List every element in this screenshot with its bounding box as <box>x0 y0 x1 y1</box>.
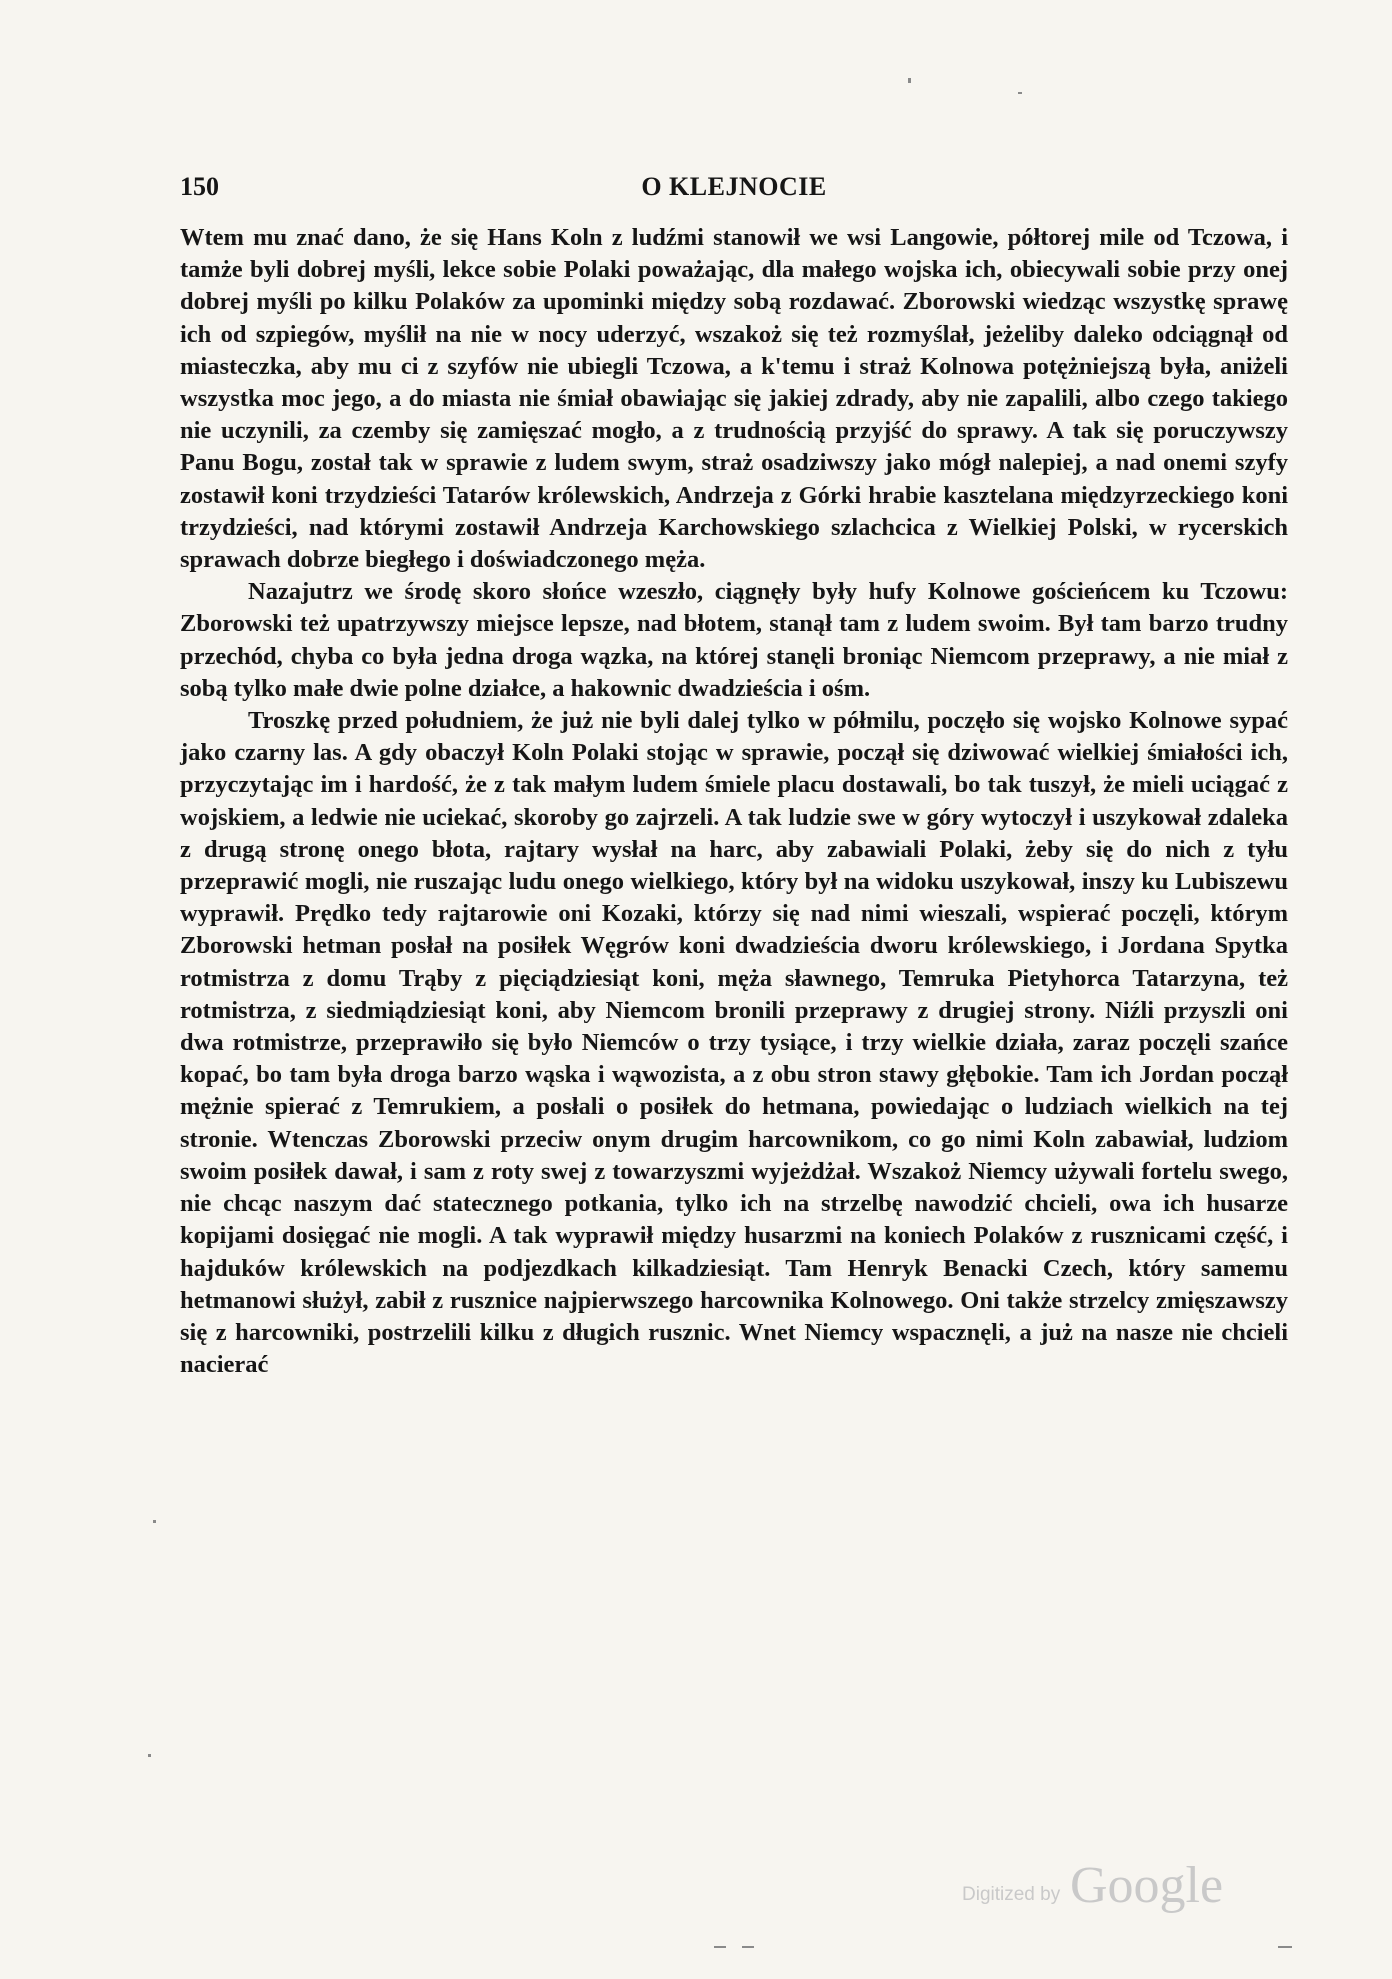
scan-speck <box>1278 1946 1292 1948</box>
page-body <box>180 222 1288 1381</box>
paragraph-2: Nazajutrz we środę skoro słońce wzeszło, ciągnęły były hufy Kolnowe gościeńcem ku Tczowu: Zborowski też upatrzywszy miejsce lepsze, nad błotem, stanął tam z ludem swoim. Był tam barzo trudny przechód, chyba co była jedna droga wązka, na której stanęli broniąc Niemcom przeprawy, a nie miał z sobą tylko małe dwie polne działce, a hakownic dwadzieścia i ośm. <box>180 578 1288 702</box>
scan-speck <box>714 1946 726 1948</box>
paragraph-3: Troszkę przed południem, że już nie byli dalej tylko w półmilu, poczęło się wojsko Kolnowe sypać jako czarny las. A gdy obaczył Koln Polaki stojąc w sprawie, począł się dziwować wielkiej śmiałości ich, przyczytając im i hardość, że z tak małym ludem śmiele placu dostawali, bo tak tuszył, że mieli uciągać z wojskiem, a ledwie nie uciekać, skoroby go zajrzeli. A tak ludzie swe w góry wytoczył i uszykował zdaleka z drugą stronę onego błota, rajtary wysłał na harc, aby zabawiali Polaki, żeby się do nich z tyłu przeprawić mogli, nie ruszając ludu onego wielkiego, który był na widoku uszykował, inszy ku Lubiszewu wyprawił. Prędko tedy rajtarowie oni Kozaki, którzy się nad nimi wieszali, wspierać poczęli, którym Zborowski hetman posłał na posiłek Węgrów koni dwadzieścia dworu królewskiego, i Jordana Spytka rotmistrza z domu Trąby z pięciądziesiąt koni, męża sławnego, Temruka Pietyhorca Tatarzyna, też rotmistrza, z siedmiądziesiąt koni, aby Niemcom bronili przeprawy z drugiej strony. Niźli przyszli oni dwa rotmistrze, przeprawiło się było Niemców o trzy tysiące, i trzy wielkie działa, zaraz poczęli szańce kopać, bo tam była droga barzo wąska i wąwozista, a z obu stron stawy głębokie. Tam ich Jordan począł mężnie spierać z Temrukiem, a posłali o posiłek do hetmana, powiedając o ludziach wielkich na tej stronie. Wtenczas Zborowski przeciw onym drugim harcownikom, co go nimi Koln zabawiał, ludziom swoim posiłek dawał, i sam z roty swej z towarzyszmi wyjeżdżał. Wszakoż Niemcy używali fortelu swego, nie chcąc naszym dać statecznego potkania, tylko ich na strzelbę nawodzić chcieli, owa ich husarze kopijami dosięgać nie mogli. A tak wyprawił między husarzmi na koniech Polaków z rusznicami część, i hajduków królewskich na podjezdkach kilkadziesiąt. Tam Henryk Benacki Czech, który samemu hetmanowi służył, zabił z rusznice najpierwszego harcownika Kolnowego. Oni także strzelcy zmięszawszy się z harcowniki, postrzelili kilku z długich rusznic. Wnet Niemcy wspacznęli, a już na nasze nie chcieli nacierać <box>180 707 1288 1379</box>
page-header <box>180 172 1288 212</box>
watermark-prefix: Digitized by <box>962 1884 1061 1905</box>
digitization-watermark <box>962 1858 1292 1918</box>
scan-speck <box>148 1754 151 1757</box>
google-logo: Google <box>1070 1857 1224 1914</box>
scan-speck <box>908 78 911 83</box>
running-title: O KLEJNOCIE <box>641 172 827 201</box>
scan-speck <box>153 1520 156 1523</box>
scan-speck <box>742 1946 754 1948</box>
paragraph-1: Wtem mu znać dano, że się Hans Koln z ludźmi stanowił we wsi Langowie, półtorej mile od Tczowa, i tamże byli dobrej myśli, lekce sobie Polaki poważając, dla małego wojska ich, obiecywali sobie przy onej dobrej myśli po kilku Polaków za upominki między sobą rozdawać. Zborowski wiedząc wszystkę sprawę ich od szpiegów, myślił na nie w nocy uderzyć, wszakoż się też rozmyślał, jeżeliby daleko odciągnął od miasteczka, aby mu ci z szyfów nie ubiegli Tczowa, a k'temu i straż Kolnowa potężniejszą była, aniżeli wszystka moc jego, a do miasta nie śmiał obawiając się jakiej zdrady, aby nie zapalili, albo czego takiego nie uczynili, za czemby się zamięszać mogło, a z trudnością przyjść do sprawy. A tak się poruczywszy Panu Bogu, został tak w sprawie z ludem swym, straż osadziwszy jako mógł nalepiej, a nad onemi szyfy zostawił koni trzydzieści Tatarów królewskich, Andrzeja z Górki hrabie kasztelana międzyrzeckiego koni trzydzieści, nad którymi zostawił Andrzeja Karchowskiego szlachcica z Wielkiej Polski, w rycerskich sprawach dobrze biegłego i doświadczonego męża. <box>180 224 1288 574</box>
scan-speck <box>1018 92 1022 94</box>
page-number: 150 <box>180 172 219 201</box>
